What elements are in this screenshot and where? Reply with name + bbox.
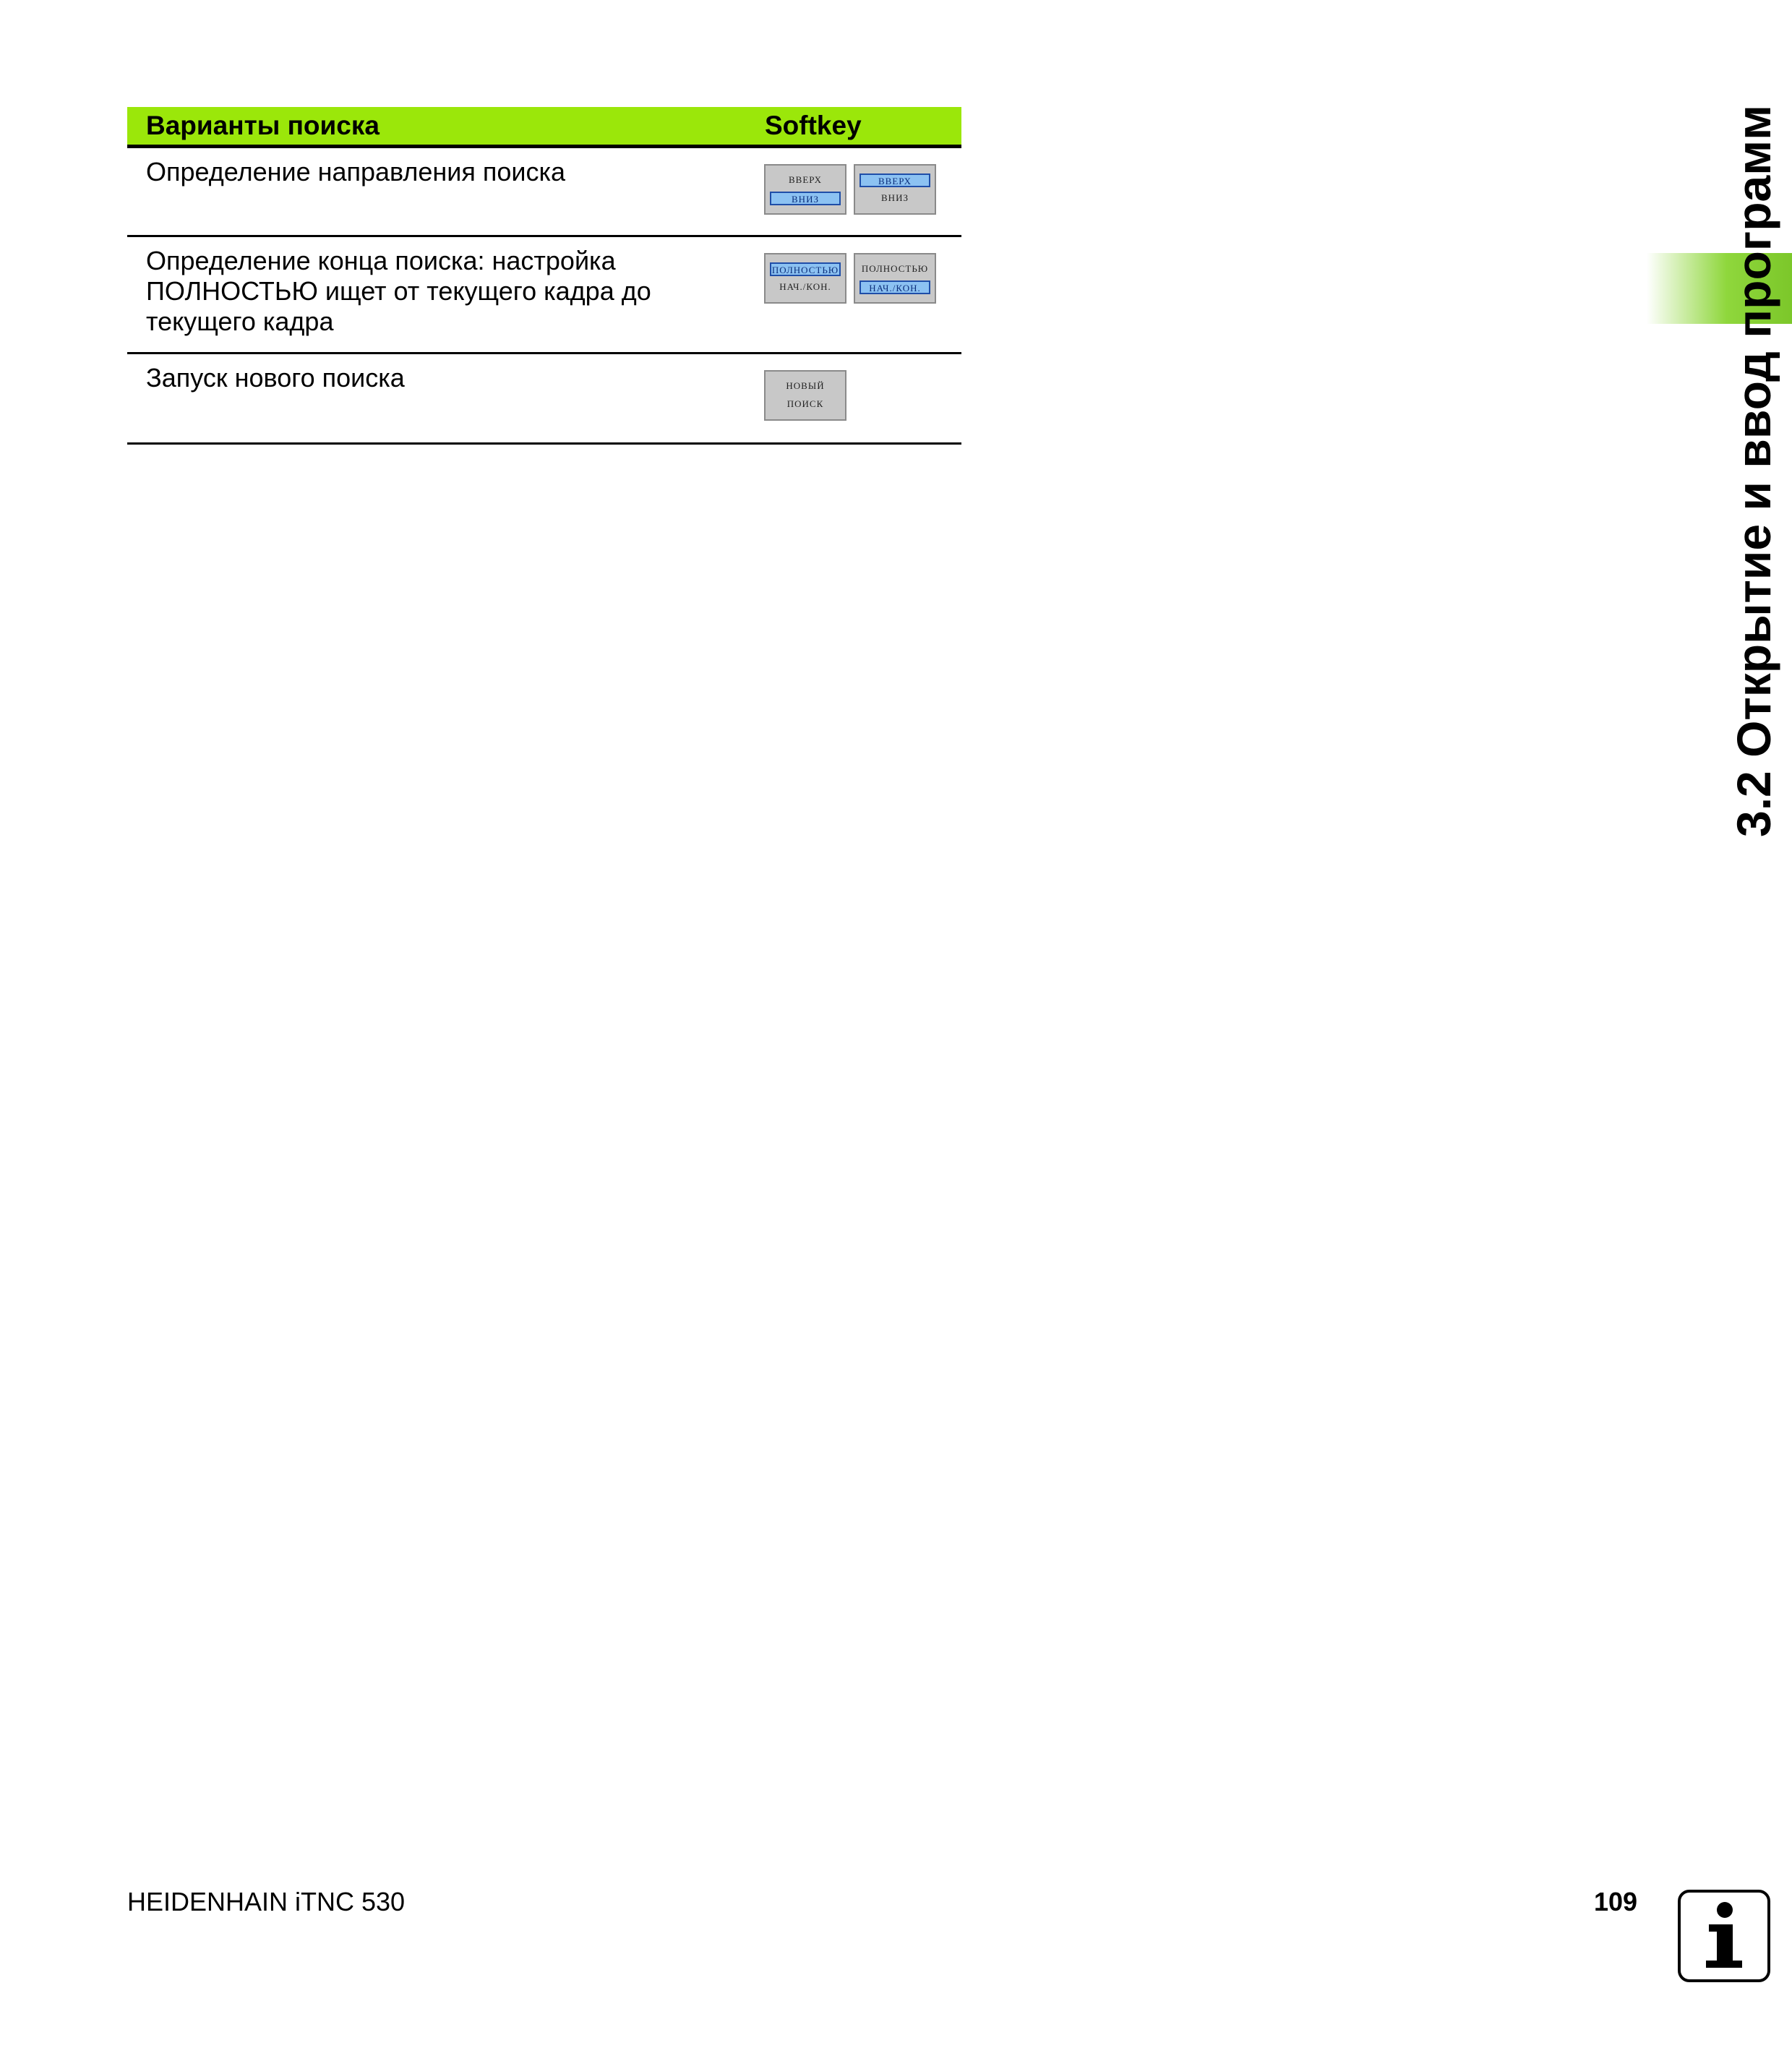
softkey-line-active: ВВЕРХ [859, 173, 930, 187]
table-row-search-end [127, 237, 961, 354]
info-icon [1678, 1890, 1770, 1982]
softkey-direction-down[interactable] [764, 164, 846, 215]
row-description: Определение направления поиска [146, 157, 566, 187]
row-description-line: текущего кадра [146, 307, 334, 336]
header-softkey: Softkey [765, 111, 862, 140]
row-description: Запуск нового поиска [146, 363, 405, 393]
softkey-new-search[interactable] [764, 370, 846, 421]
softkey-line: НАЧ./КОН. [779, 281, 831, 292]
softkey-line-active: ВНИЗ [770, 192, 841, 205]
footer-product-name: HEIDENHAIN iTNC 530 [127, 1887, 406, 1916]
row-description [146, 246, 724, 337]
softkey-group [764, 370, 846, 421]
table-header [127, 107, 961, 148]
softkey-group [764, 164, 936, 215]
row-description-line: Определение конца поиска: настройка [146, 246, 616, 275]
softkey-line: ВВЕРХ [789, 174, 822, 185]
softkey-direction-up[interactable] [854, 164, 936, 215]
softkey-search-complete[interactable] [764, 253, 846, 304]
softkey-line: ПОИСК [786, 398, 824, 409]
softkey-search-begin-end[interactable] [854, 253, 936, 304]
table-row-new-search [127, 354, 961, 445]
header-variants: Варианты поиска [146, 111, 380, 140]
softkey-line: ПОЛНОСТЬЮ [861, 263, 929, 274]
info-glyph [1699, 1900, 1749, 1972]
softkey-line-active: НАЧ./КОН. [859, 280, 930, 294]
softkey-line: ВНИЗ [881, 192, 909, 203]
row-description-line: ПОЛНОСТЬЮ ищет от текущего кадра до [146, 276, 651, 306]
page-number: 109 [1594, 1887, 1638, 1916]
softkey-group [764, 253, 936, 304]
softkey-line: НОВЫЙ [786, 380, 825, 391]
search-options-table [127, 107, 961, 445]
table-row-search-direction [127, 148, 961, 237]
softkey-line-active: ПОЛНОСТЬЮ [770, 262, 841, 276]
chapter-side-title: 3.2 Открытие и ввод программ [1727, 105, 1780, 837]
